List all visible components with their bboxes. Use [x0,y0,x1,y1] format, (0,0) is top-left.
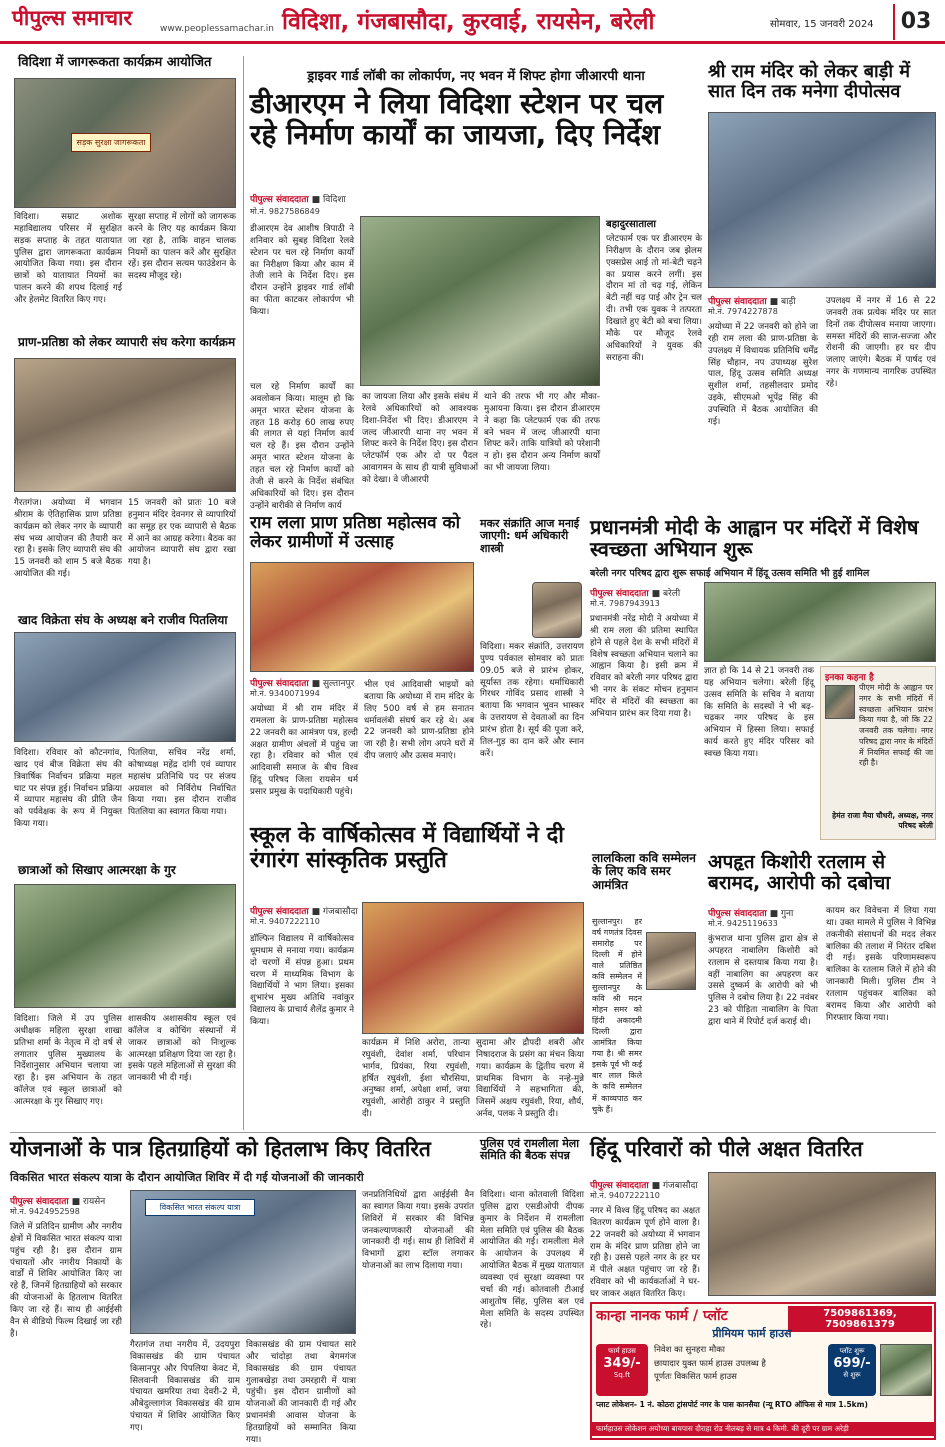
story-text-2: 15 जनवरी को प्रातः 10 बजे हनुमान मंदिर देवनगर से व्यापारियों का समूह हर एक व्यापारी से बैठक में आने का आग्रह करेगा। बैठक का आयोजन व्यापारी संघ द्वारा रखा गया है। [128,498,236,568]
story-mobile: मो.नं. 9407222110 [590,1191,660,1200]
lead-headline: डीआरएम ने लिया विदिशा स्टेशन पर चल रहे निर्माण कार्यों का जायजा, दिए निर्देश [250,87,664,152]
story-modi-swachhta [590,516,936,840]
story-headline: छात्राओं को सिखाए आत्मरक्षा के गुर [18,863,176,877]
lead-text-col3: का जायजा लिया और इसके संबंध में रेलवे अधिकारियों को आवश्यक दिशा-निर्देश भी दिए। डीआरएम ने जल्द जीआरपी थाना नए भवन में शिफ्ट करने के निर्देश दिए। इस दौरान प्लेटफॉर्म एक और दो पर पैदल आवागमन के साथ ही यात्री सुविधाओं को देखा। वे जीआरपी [362,392,478,486]
story-photo [250,562,474,672]
story-text: कुंभराज थाना पुलिस द्वारा क्षेत्र से अपहरत नाबालिग किशोरी को रतलाम से दस्तयाब किया गया है। वहीं नाबालिग का अपहरण कर उससे दुष्कर्म के आरोपी को भी पुलिस ने दबोच लिया है। 22 नवंबर 23 को पीड़िता नाबालिग के पिता द्वारा थाने में रिपोर्ट दर्ज कराई थी। [708,934,818,1028]
ad-price-left [596,1344,648,1396]
story-yojana [10,1137,474,1445]
story-headline: स्कूल के वार्षिकोत्सव में विद्यार्थियों ने दी रंगारंग सांस्कृतिक प्रस्तुति [250,823,565,873]
left-story-1 [10,56,238,330]
story-kavi-samar [592,852,700,1128]
issue-date: सोमवार, 15 जनवरी 2024 [770,19,874,30]
story-text-2: कायम कर विवेचना में लिया गया था। उक्त मामले में पुलिस ने विभिन्न तकनीकी संसाधनों की मदद लेकर बालिका की तलाश में निरंतर दबिश दी गई। इसके परिणामस्वरूप बालिका के रतलाम जिले में होने की जानकारी मिली। पुलिस टीम ने रतलाम पहुंचकर बालिका को बरामद किया और आरोपी को गिरफ्तार किया गया। [826,906,936,1023]
lead-text-col5: प्लेटफार्म एक पर डीआरएम के निरीक्षण के दौरान जब झेलम एक्सप्रेस आई तो मां-बेटी चढ़ने का प्रयास करने लगीं। इस दौरान मां तो चढ़ गई, लेकिन बेटी नहीं चढ़ पाई और ट्रेन चल दी। तभी एक युवक ने तत्परता दिखाते हुए बेटी को बचा लिया। मौके पर मौजूद रेलवे अधिकारियों ने युवक की सराहना की। [606,234,702,363]
ad-bullet-2: छायादार युक्त फार्म हाउस उपलब्ध है [654,1358,766,1369]
story-headline: विदिशा में जागरूकता कार्यक्रम आयोजित [18,55,212,70]
lead-col5-head: बहादुरसाताला [606,219,657,230]
ad-farm-location: फार्महाउस लोकेशन अयोध्या बायपास दौराहा रोड नीलबड़ से मात्र 4 किमी. की दूरी पर ग्राम अरेड़ी [592,1422,934,1436]
story-photo [362,902,584,1034]
story-apahrut-kishori [708,852,936,1128]
price-left-unit: Sq.ft [613,1371,631,1379]
left-story-2 [10,336,238,616]
story-byline: पीपुल्स संवाददाता ■ गुना [708,909,794,919]
story-byline: पीपुल्स संवाददाता ■ बाड़ी [708,297,796,307]
story-text-2: सुरक्षा सप्ताह में लोगों को जागरूक करने के लिए यह कार्यक्रम किया जा रहा है, ताकि वाहन चालक नियमों का पालन करें और सुरक्षित रहें। इस दौरान सत्यम फाउंडेशन के सदस्य मौजूद रहे। [128,212,236,282]
story-text: विदिशा। जिले में उप पुलिस अधीक्षक महिला सुरक्षा शाखा प्रतिभा शर्मा के नेतृत्व में दो वर्ष से लगातार पुलिस मुख्यालय के निर्देशानुसार अभियान चलाया जा रहा है। इस अभियान के तहत कॉलेज एवं स्कूल छात्राओं को आत्मरक्षा के गुर सिखाए गए। [14,1014,122,1108]
photo-banner: सड़क सुरक्षा जागरूकता [71,133,151,152]
story-text-3: विकासखंड की ग्राम पंचायत सारे और चांदोड़ा तथा बेगमगंज विकासखंड की ग्राम पंचायत गुलाबखेड़ा तथा उमरहारी में यात्रा पहुंची। इस दौरान ग्रामीणों को योजनाओं की जानकारी दी गई और प्रधानमंत्री आवास योजना के हितग्राहियों को सम्मानित किया गया। [246,1340,356,1445]
byline-org: पीपुल्स संवाददाता [708,909,767,919]
ad-location: प्लाट लोकेशन- 1 नं. कोठरा ट्रांसपोर्ट नगर के पास कानसैया (न्यू RTO ऑफिस से मात्र 1.5km) [596,1400,868,1409]
story-text: प्रधानमंत्री नरेंद्र मोदी ने अयोध्या में श्री राम लला की प्रतिमा स्थापित होने से पहले देश के सभी मंदिरों में विशेष स्वच्छता अभियान चलाने का आह्वान किया है। इसी क्रम में रविवार को बरेली नगर परिषद द्वारा भी नगर के संकट मोचन हनुमान मंदिर से मंदिरों की स्वच्छता का अभियान प्रारंभ कर दिया गया है। [590,614,698,719]
story-makar-sankranti [480,518,584,838]
story-text: विदिशा। सम्राट अशोक महाविद्यालय परिसर में सुरक्षित सड़क सप्ताह के तहत यातायात पुलिस द्वारा जागरूकता कार्यक्रम आयोजित किया गया। इस दौरान छात्रों को यातायात नियमों का पालन करने की शपथ दिलाई गई और हेलमेट वितरित किए गए। [14,212,122,306]
story-text-3: सुदामा और द्रौपदी शबरी और निषादराज के प्रसंग का मंचन किया गया। कार्यक्रम के द्वितीय चरण में प्राथमिक विभाग के नन्हे-मुन्ने विद्यार्थियों ने सहभागिता की, जिसमें अक्षय रघुवंशी, रिया, शौर्य, अर्नव, पलक ने प्रस्तुति दी। [476,1038,584,1120]
byline-city: बाड़ी [780,297,796,307]
brand-logo: पीपुल्स समाचार [12,6,133,30]
column-divider [243,56,244,1130]
story-headline: प्रधानमंत्री मोदी के आह्वान पर मंदिरों में विशेष स्वच्छता अभियान शुरू [590,515,919,562]
lead-story [250,66,702,511]
byline-city: सुल्तानपुर [322,679,355,689]
byline-org: पीपुल्स संवाददाता [250,907,309,917]
story-text: विदिशा। रविवार को कौटनगांव, खाद एवं बीज विक्रेता संघ की त्रिवार्षिक निर्वाचन प्रक्रिया महल घाट पर संपन्न हुई। निर्वाचन प्रक्रिया में व्यापार महासंघ की प्रीति जैन को पर्यवेक्षक के रूप में नियुक्त किया गया। [14,748,122,830]
story-text-2: शासकीय अशासकीय स्कूल एवं कॉलेज व कोचिंग संस्थानों में जाकर छात्राओं को निःशुल्क आत्मरक्षा प्रशिक्षण दिया जा रहा है। इसके पहले महिलाओं से सुरक्षा की जानकारी भी दी गई। [128,1014,236,1084]
ad-photo [880,1344,932,1396]
story-byline: पीपुल्स संवाददाता ■ बरेली [590,589,681,599]
story-text: विदिशा। मकर संक्रांति, उत्तरायण पुण्य पर्वकाल सोमवार को प्रातः 09.05 बजे से प्रारंभ होकर, सूर्यास्त तक रहेगा। धर्माधिकारी गिरधर गोविंद प्रसाद शास्त्री ने बताया कि भगवान भुवन भास्कर के उत्तरायण से देवताओं का दिन प्रारंभ होता है। सूर्य की पूजा करें, तिल-गुड़ का दान करें और स्नान करें। [480,642,584,759]
ad-phones: 7509861369, 7509861379 [788,1306,932,1332]
ad-bullet-1: निवेश का सुनहरा मौका [654,1345,725,1355]
story-text: अयोध्या में श्री राम मंदिर में रामलला के प्राण-प्रतिष्ठा महोत्सव 22 जनवरी का आमंत्रण पत्र, हल्दी अक्षत ग्रामीण अंचलों में पहुंच जा रहा है। रविवार को भील एवं आदिवासी समाज के बीच विश्व हिंदू परिषद जिला रायसेन धर्म प्रसार प्रमुख के पदाधिकारी पहुंचे। [250,704,358,798]
story-text-2: गैरतगंज तथा नगरीय में, उदयपुरा विकासखंड की ग्राम पंचायत किसानपुर और पिपलिया केवट में, सिलवानी विकासखंड की ग्राम पंचायत खमरिया तथा देवरी-2 में, औबेदुल्लागंज विकासखंड की ग्राम पंचायत में शिविर आयोजित किए गए। [130,1340,240,1434]
byline-org: पीपुल्स संवाददाता [708,297,767,307]
quote-photo [825,685,855,719]
story-headline: अपहृत किशोरी रतलाम से बरामद, आरोपी को दबोचा [708,851,891,895]
byline-city: गंजबासौदा [322,907,358,917]
story-mobile: मो.नं. 7987943913 [590,599,660,608]
byline-org: पीपुल्स संवाददाता [590,589,649,599]
story-text: जिले में प्रतिदिन ग्रामीण और नगरीय क्षेत्रों में विकसित भारत संकल्प यात्रा पहुंच रही है। इस दौरान ग्राम पंचायतों और नगरीय निकायों के वार्डों में शिविर आयोजित किए जा रहे हैं, जिनमें हितग्राहियों को सरकार की योजनाओं के हितलाभ वितरित किए जा रहे हैं। साथ ही आईईसी वैन से वीडियो फिल्म दिखाई जा रही है। [10,1222,122,1339]
price-left-label: फार्म हाउस [608,1347,636,1355]
story-photo [130,1190,356,1334]
story-mobile: मो.नं. 9340071994 [250,689,320,698]
lead-mobile: मो.नं. 9827586849 [250,207,320,216]
story-photo [708,1172,936,1296]
story-text: डॉल्फिन विद्यालय में वार्षिकोत्सव धूमधाम से मनाया गया। कार्यक्रम दो चरणों में संपन्न हुआ। प्रथम चरण में माध्यमिक विभाग के विद्यार्थियों ने भाग लिया। इसका शुभारंभ मुख्य अतिथि नवांकुर विद्यालय के प्राचार्य शैलेंद्र कुमार ने किया। [250,934,354,1028]
ad-bullets [654,1344,824,1385]
photo-banner: विकसित भारत संकल्प यात्रा [145,1199,255,1216]
story-photo [14,78,236,208]
story-mobile: मो.नं. 9424952598 [10,1207,80,1216]
author-photo [646,932,696,990]
byline-org: पीपुल्स संवाददाता [590,1181,649,1191]
ad-premium: प्रीमियम फार्म हाउस [712,1327,792,1340]
quote-author: हेमंत राजा मैया चौधरी, अध्यक्ष, नगर परिषद बरेली [832,811,933,830]
story-byline: पीपुल्स संवाददाता ■ रायसेन [10,1197,106,1207]
story-headline: खाद विक्रेता संघ के अध्यक्ष बने राजीव पितलिया [18,613,228,627]
story-text: विदिशा। थाना कोतवाली विदिशा पुलिस द्वारा एसडीओपी दीपक कुमार के निर्देशन में रामलीला मेला समिति एवं पुलिस की बैठक आयोजित की गई। रामलीला मेले के आयोजन के उपलक्ष्य में आयोजित बैठक में मुख्य यातायात व्यवस्था एवं सुरक्षा व्यवस्था पर चर्चा की गई। कोतवाली टीआई आशुतोष सिंह, पुलिस बल एवं मेला समिति के सदस्य उपस्थित रहे। [480,1190,584,1331]
story-photo [14,358,236,492]
price-left-value: 349/- [603,1356,641,1371]
story-subhead: विकसित भारत संकल्प यात्रा के दौरान आयोजित शिविर में दी गई योजनाओं की जानकारी [10,1171,364,1184]
story-headline: हिंदू परिवारों को पीले अक्षत वितरित [590,1137,863,1161]
lead-text-col4: थाने की तरफ भी गए और मौका-मुआयना किया। इस दौरान डीआरएम ने कहा कि प्लेटफार्म एक की तरफ बने भवन में जल्द जीआरपी थाना शिफ्ट करें। ताकि यात्रियों को परेशानी न हो। इस दौरान अन्य निर्माण कार्यों का भी जायजा लिया। [484,392,600,474]
ad-price-right [828,1344,876,1396]
horizontal-divider [10,1132,936,1133]
story-text: गैरतगंज। अयोध्या में भगवान श्रीराम के ऐतिहासिक प्राण प्रतिष्ठा कार्यक्रम को लेकर नगर के व्यापारी संघ भव्य आयोजन की तैयारी कर रहा है। इसके लिए व्यापारी संघ की 15 जनवरी को शाम 5 बजे बैठक आयोजित की गई। [14,498,122,580]
advertisement [590,1302,936,1440]
byline-city: विदिशा [322,195,346,205]
byline-city: गुना [780,909,794,919]
quote-text: पीएम मोदी के आह्वान पर नगर के सभी मंदिरों में स्वच्छता अभियान प्रारंभ किया गया है, जो कि 22 जनवरी तक चलेगा। नगर परिषद द्वारा नगर के मंदिरों में नियमित सफाई की जा रही है। [859,683,933,768]
story-headline: राम लला प्राण प्रतिष्ठा महोत्सव को लेकर ग्रामीणों में उत्साह [250,513,460,553]
ad-name: कान्हा नानक फार्म / प्लॉट [596,1308,728,1324]
story-text-2: भील एवं आदिवासी भाइयों को बताया कि अयोध्या में राम मंदिर के लिए 500 वर्ष से हम सनातन धर्मावलंबी संघर्ष कर रहे थे। अब 22 जनवरी को प्राण-प्रतिष्ठा होने जा रही है। सभी लोग अपने घरों में दीप जलाएं और उत्सव मनाएं। [364,680,474,762]
quote-head: इनका कहना है [825,673,874,683]
masthead [0,0,945,44]
left-story-3 [10,614,238,860]
story-headline: श्री राम मंदिर को लेकर बाड़ी में सात दिन तक मनेगा दीपोत्सव [708,61,911,103]
left-story-4 [10,864,238,1130]
story-school-annual [250,824,584,1128]
price-right-unit: से शुरू [843,1371,861,1379]
byline-city: गंजबासौदा [662,1181,698,1191]
story-text-2: पितलिया, सचिव नरेंद्र शर्मा, कोषाध्यक्ष महेंद्र दांगी एवं व्यापार महासंघ प्रतिनिधि पद पर संजय अग्रवाल को निर्विरोध निर्वाचित किया गया। इस दौरान राजीव पितलिया का स्वागत किया गया। [128,748,236,818]
author-photo [532,582,582,638]
lead-text-col1: डीआरएम देव आशीष त्रिपाठी ने शनिवार को सुबह विदिशा रेलवे स्टेशन पर चल रहे निर्माण कार्यों का निरीक्षण किया और काम में तेजी लाने के निर्देश दिए। इस दौरान उन्होंने ड्राइवर गार्ड लॉबी का फीता काटकर लोकार्पण भी किया। [250,224,354,318]
lead-kicker: ड्राइवर गार्ड लॉबी का लोकार्पण, नए भवन में शिफ्ट होगा जीआरपी थाना [307,69,645,84]
story-headline: प्राण-प्रतिष्ठा को लेकर व्यापारी संघ करेगा कार्यक्रम [18,335,236,349]
story-text: नगर में विश्व हिंदू परिषद का अक्षत वितरण कार्यक्रम पूर्ण होने वाला है। 22 जनवरी को अयोध्या में भगवान राम के मंदिर प्राण प्रतिष्ठा होने जा रही है। उससे पहले नगर के हर घर में पीले अक्षत पहुंचाए जा रहे हैं। रविवार को भी कार्यकर्ताओं ने घर-घर जाकर अक्षत वितरित किए। [590,1206,700,1300]
lead-photo [360,216,600,386]
byline-org: पीपुल्स संवाददाता [250,679,309,689]
price-right-label: प्लॉट शुरू [839,1347,865,1355]
story-text-2: उपलक्ष्य में नगर में 16 से 22 जनवरी तक प्रत्येक मंदिर पर सात दिनों तक दीपोत्सव मनाया जाएगा। समस्त मंदिरों की साज-सज्जा और रोशनी की जाएगी। हर घर दीप जलाए जाएंगे। बैठक में पार्षद एवं नगर के गणमान्य नागरिक उपस्थित रहे। [826,296,936,390]
lead-text-col2: चल रहे निर्माण कार्यों का अवलोकन किया। मालूम हो कि अमृत भारत स्टेशन योजना के तहत 18 करोड़ 60 लाख रुपए की लागत से यहां निर्माण कार्य चल रहे हैं। इस दौरान उन्होंने अमृत भारत स्टेशन योजना के तहत चल रहे निर्माण कार्यों को तेजी से करने के निर्देश संबंधित अधिकारियों को दिए। इस दौरान उन्होंने बारीकी से निर्माण कार्य [250,382,354,511]
story-headline: मकर संक्रांति आज मनाई जाएगी: धर्म अधिकारी शास्त्री [480,517,580,555]
byline-org: पीपुल्स संवाददाता [250,195,309,205]
story-police-ramlila [480,1138,584,1438]
website: www.peoplessamachar.in [160,24,274,34]
story-text: सुल्तानपुर। हर वर्ष गणतंत्र दिवस समारोह पर दिल्ली में होने वाले प्रतिष्ठित कवि सम्मेलन में सुल्तानपुर के कवि श्री मदन मोहन समर को हिंदी अकादमी दिल्ली द्वारा आमंत्रित किया गया है। श्री समर इसके पूर्व भी कई बार लाल किले के कवि सम्मेलन में काव्यपाठ कर चुके हैं। [592,917,642,1114]
price-right-value: 699/- [833,1356,871,1371]
story-subhead: बरेली नगर परिषद द्वारा शुरू सफाई अभियान में हिंदू उत्सव समिति भी हुई शामिल [590,568,870,579]
ad-bullet-3: पूर्णतः विकसित फार्म हाउस [654,1372,737,1383]
story-peele-akshat [590,1138,936,1300]
page-number: 03 [893,4,937,40]
byline-city: रायसेन [82,1197,106,1207]
story-mobile: मो.नं. 9425119633 [708,919,778,928]
story-headline: पुलिस एवं रामलीला मेला समिति की बैठक संपन्न [480,1137,580,1163]
story-byline: पीपुल्स संवाददाता ■ सुल्तानपुर [250,679,355,689]
byline-city: बरेली [662,589,681,599]
lead-byline: पीपुल्स संवाददाता ■ विदिशा [250,195,346,205]
story-text-4: जनप्रतिनिधियों द्वारा आईईसी वैन का स्वागत किया गया। इसके उपरांत शिविरों में सरकार की विभिन्न जनकल्याणकारी योजनाओं की जानकारी दी गई। साथ ही शिविरों में विभागों द्वारा स्टॉल लगाकर योजनाओं का लाभ दिलाया गया। [362,1190,474,1272]
masthead-cities: विदिशा, गंजबासौदा, कुरवाई, रायसेन, बरेली [282,9,655,35]
story-text: अयोध्या में 22 जनवरी को होने जा रही राम लला की प्राण-प्रतिष्ठा के उपलक्ष्य में विधायक प्रतिनिधि धर्मेंद्र सिंह चौहान, नप उपाध्यक्ष सुरेश पाल, हिंदू उत्सव समिति अध्यक्ष सुशील शर्मा, तहसीलदार प्रमोद उइके, सीएमओ भूपेंद्र सिंह की उपस्थिति में बैठक आयोजित की गई। [708,322,818,427]
story-ram-lala [250,514,474,832]
story-photo [708,112,936,288]
story-photo [14,632,236,742]
byline-org: पीपुल्स संवाददाता [10,1197,69,1207]
story-byline: पीपुल्स संवाददाता ■ गंजबासौदा [250,907,358,917]
quote-box [820,666,936,840]
story-text-2: ज्ञात हो कि 14 से 21 जनवरी तक यह अभियान चलेगा। बरेली हिंदू उत्सव समिति के सचिव ने बताया कि समिति के सदस्यों ने भी बढ़-चढ़कर नगर परिषद के इस अभियान में हिस्सा लिया। सफाई कार्य करते हुए मंदिर परिसर को स्वच्छ किया गया। [704,666,814,760]
story-byline: पीपुल्स संवाददाता ■ गंजबासौदा [590,1181,698,1191]
story-photo [704,582,936,662]
story-headline: योजनाओं के पात्र हितग्राहियों को हितलाभ किए वितरित [10,1137,431,1161]
story-photo [14,884,236,1008]
right-story-ram-mandir [708,62,936,510]
story-text-2: कार्यक्रम में निशि अरोरा, तान्या रघुवंशी, देवांश शर्मा, परिधान भार्गव, प्रियंका, रिया रघुवंशी, हर्षित रघुवंशी, ईशा चौरसिया, अनुष्का शर्मा, अपेक्षा शर्मा, जया रघुवंशी, आरोही ठाकुर ने प्रस्तुति दी। [362,1038,470,1120]
story-mobile: मो.नं. 7974227878 [708,307,778,316]
story-headline: लालकिला कवि सम्मेलन के लिए कवि समर आमंत्रित [592,851,696,892]
story-mobile: मो.नं. 9407222110 [250,917,320,926]
